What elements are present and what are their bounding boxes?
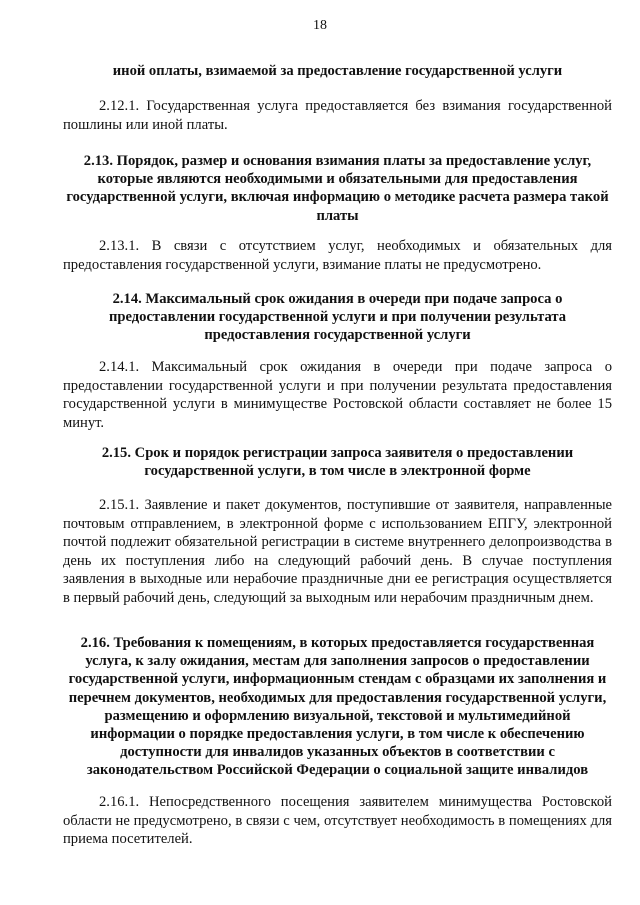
paragraph-2-13-1: 2.13.1. В связи с отсутствием услуг, необходимых и обязательных для предоставления государственной услуги, взимание платы не предусмотрено. <box>63 238 612 273</box>
heading-2-12-continuation: иной оплаты, взимаемой за предоставление государственной услуги <box>112 63 563 79</box>
heading-2-13: 2.13. Порядок, размер и основания взимания платы за предоставление услуг, которые являются необходимыми и обязательными для предоставления государственной услуги, включая информацию о методике расчета размера такой платы <box>66 153 609 224</box>
heading-2-14: 2.14. Максимальный срок ожидания в очереди при подаче запроса о предоставлении государственной услуги и при получении результата предоставления государственной услуги <box>108 291 567 344</box>
heading-2-15: 2.15. Срок и порядок регистрации запроса заявителя о предоставлении государственной услуги, в том числе в электронной форме <box>101 445 574 480</box>
heading-2-16: 2.16. Требования к помещениям, в которых предоставляется государственная услуга, к залу ожидания, местам для заполнения запросов о предоставлении государственной услуги, информационным стендам с образцами их заполнения и перечнем документов, необходимых для предоставления государственной услуги, размещению и оформлению визуальной, текстовой и мультимедийной информации о порядке предоставления услуги, в том числе к обеспечению доступности для инвалидов указанных объектов в соответствии с законодательством Российской Федерации о социальной защите инвалидов <box>68 635 607 779</box>
page-number: 18 <box>313 18 327 33</box>
paragraph-2-16-1: 2.16.1. Непосредственного посещения заявителем минимущества Ростовской области не предусмотрено, в связи с чем, отсутствует необходимость в помещениях для приема посетителей. <box>63 794 612 847</box>
paragraph-2-14-1: 2.14.1. Максимальный срок ожидания в очереди при подаче запроса о предоставлении государственной услуги и при получении результата предоставления государственной услуги в минимуществе Ростовской области составляет не более 15 минут. <box>63 359 612 431</box>
paragraph-2-15-1: 2.15.1. Заявление и пакет документов, поступившие от заявителя, направленные почтовым отправлением, в электронной форме с использованием ЕПГУ, электронной почтой подлежит обязательной регистрации в системе внутреннего делопроизводства в день их поступления либо на следующий рабочий день. В случае поступления заявления в выходные или нерабочие праздничные дни ее регистрация осуществляется в первый рабочий день, следующий за выходным или нерабочим праздничным днем. <box>63 497 612 606</box>
paragraph-2-12-1: 2.12.1. Государственная услуга предоставляется без взимания государственной пошлины или иной платы. <box>63 98 612 133</box>
